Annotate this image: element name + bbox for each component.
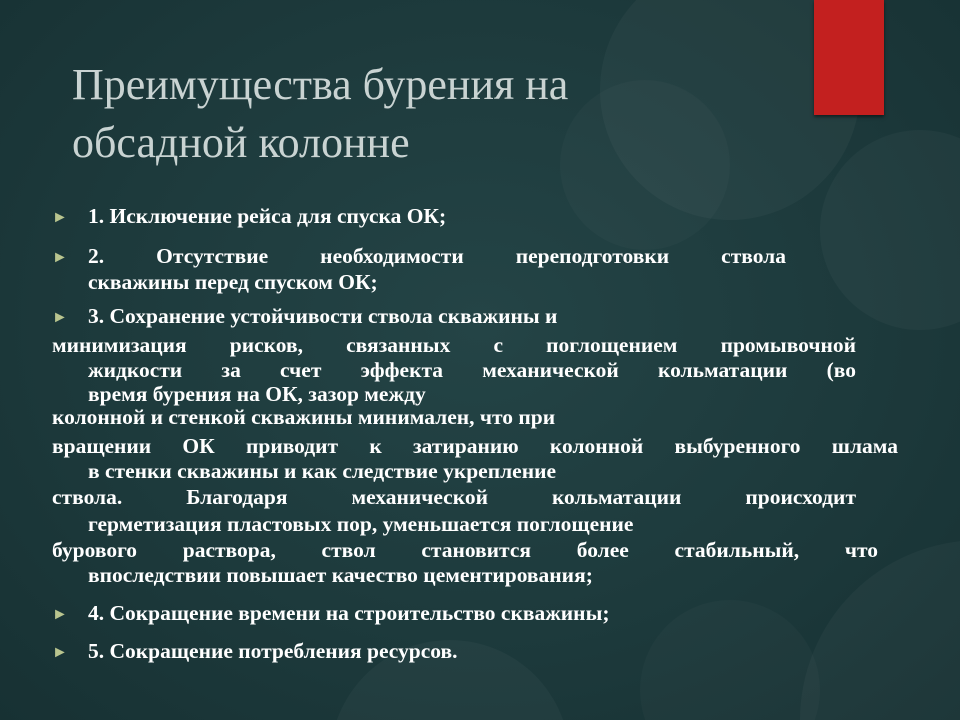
list-item: ствола. Благодаря механической кольматации происходит [52, 485, 856, 509]
list-item: 5. Сокращение потребления ресурсов. [88, 639, 458, 663]
red-accent-bar [814, 0, 884, 115]
triangle-right-icon: ► [52, 644, 68, 661]
triangle-right-icon: ► [52, 606, 68, 623]
list-item: 1. Исключение рейса для спуска ОК; [88, 204, 447, 228]
list-item: в стенки скважины и как следствие укрепление [88, 459, 557, 483]
list-item: минимизация рисков, связанных с поглощением промывочной [52, 333, 856, 357]
list-item: 4. Сокращение времени на строительство скважины; [88, 601, 610, 625]
list-item: вращении ОК приводит к затиранию колонной выбуренного шлама [52, 434, 898, 458]
background-circle [640, 600, 820, 720]
slide-title [72, 56, 772, 172]
background-circle [820, 130, 960, 330]
list-item: скважины перед спуском ОК; [88, 270, 378, 294]
slide-title-line: Преимущества бурения на [72, 60, 569, 109]
list-item: герметизация пластовых пор, уменьшается поглощение [88, 512, 634, 536]
triangle-right-icon: ► [52, 209, 68, 226]
list-item: 2. Отсутствие необходимости переподготовки ствола [88, 244, 786, 268]
triangle-right-icon: ► [52, 249, 68, 266]
triangle-right-icon: ► [52, 309, 68, 326]
slide-title-line: обсадной колонне [72, 118, 410, 167]
list-item: бурового раствора, ствол становится более стабильный, что [52, 538, 878, 562]
list-item: жидкости за счет эффекта механической кольматации (во [88, 358, 856, 382]
list-item: время бурения на ОК, зазор между [88, 382, 426, 406]
list-item: колонной и стенкой скважины минимален, что при [52, 405, 556, 429]
list-item: впоследствии повышает качество цементирования; [88, 563, 593, 587]
list-item: 3. Сохранение устойчивости ствола скважины и [88, 304, 558, 328]
background-circle [800, 540, 960, 720]
